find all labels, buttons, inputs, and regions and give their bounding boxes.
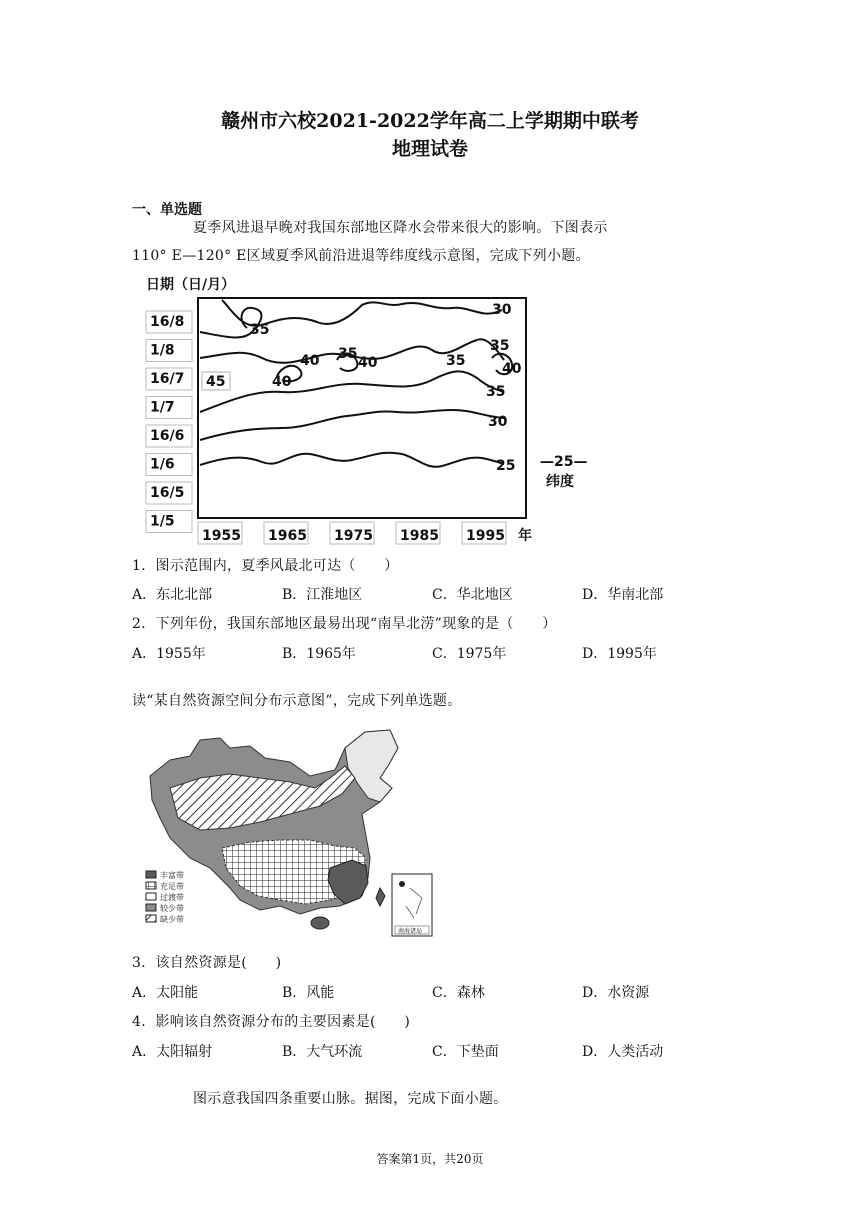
intro-text-1: 夏季风进退早晚对我国东部地区降水会带来很大的影响。下图表示 xyxy=(193,220,608,236)
exam-subtitle: 地理试卷 xyxy=(391,138,468,160)
question-2-stem: 2．下列年份，我国东部地区最易出现“南旱北涝”现象的是（ ） xyxy=(132,616,557,632)
x-tick-label: 1995 xyxy=(466,528,505,544)
contour-label-40: 40 xyxy=(358,355,378,371)
contour-label-40: 40 xyxy=(272,374,292,390)
q4-option-b[interactable]: B．大气环流 xyxy=(282,1044,363,1060)
contour-label-35: 35 xyxy=(486,384,506,400)
map-hainan xyxy=(311,917,329,929)
question-3-stem: 3．该自然资源是( ) xyxy=(132,955,282,971)
q2-option-a[interactable]: A．1955年 xyxy=(132,646,206,662)
q1-option-d[interactable]: D．华南北部 xyxy=(582,587,664,603)
contour-label-40: 40 xyxy=(300,353,320,369)
y-tick-label: 1/8 xyxy=(150,342,175,359)
question-4-stem: 4．影响该自然资源分布的主要因素是( ) xyxy=(132,1014,411,1030)
y-tick-label: 1/5 xyxy=(150,513,175,530)
map-legend-sufficient: 充足带 xyxy=(160,882,184,891)
exam-title: 赣州市六校2021-2022学年高二上学期期中联考 xyxy=(221,110,639,132)
contour-label-40: 40 xyxy=(502,361,522,377)
map-intro: 读“某自然资源空间分布示意图”，完成下列单选题。 xyxy=(132,693,462,709)
contour-label-35: 35 xyxy=(446,353,466,369)
q3-option-a[interactable]: A．太阳能 xyxy=(132,985,199,1001)
q1-option-c[interactable]: C．华北地区 xyxy=(432,587,513,603)
contour-label-35: 35 xyxy=(338,346,358,362)
q4-option-a[interactable]: A．太阳辐射 xyxy=(132,1044,213,1060)
q3-option-b[interactable]: B．风能 xyxy=(282,985,335,1001)
legend-sample: —25— xyxy=(540,454,588,470)
q4-option-c[interactable]: C．下垫面 xyxy=(432,1044,499,1060)
contour-label-25: 25 xyxy=(496,458,516,474)
q3-option-c[interactable]: C．森林 xyxy=(432,985,485,1001)
y-tick-label: 1/7 xyxy=(150,399,175,416)
x-tick-label: 1955 xyxy=(202,528,241,544)
chart-ylabel: 日期（日/月） xyxy=(146,277,236,293)
q2-option-b[interactable]: B．1965年 xyxy=(282,646,356,662)
monsoon-latitude-chart xyxy=(132,270,602,546)
x-tick-label: 1985 xyxy=(400,528,439,544)
contour-label-35: 35 xyxy=(250,322,270,338)
y-tick-label: 16/7 xyxy=(150,371,185,387)
question-1-stem: 1．图示范围内，夏季风最北可达（ ） xyxy=(132,558,399,574)
contour-label-30: 30 xyxy=(492,302,512,318)
section-heading: 一、单选题 xyxy=(132,202,202,218)
q1-option-b[interactable]: B．江淮地区 xyxy=(282,587,363,603)
y-tick-label: 16/5 xyxy=(150,485,185,501)
q2-option-d[interactable]: D．1995年 xyxy=(582,646,657,662)
contour-label-45: 45 xyxy=(206,374,226,390)
legend-label: 纬度 xyxy=(546,474,574,490)
map-legend-transition: 过渡带 xyxy=(160,893,184,902)
map-legend-rich: 丰富带 xyxy=(160,871,184,880)
page-footer: 答案第1页，共20页 xyxy=(376,1152,484,1166)
y-tick-label: 1/6 xyxy=(150,456,175,473)
map-inset-label: 南海诸岛 xyxy=(398,928,423,935)
map-legend-less: 较少带 xyxy=(160,904,184,913)
contour-label-35: 35 xyxy=(490,338,510,354)
q3-option-d[interactable]: D．水资源 xyxy=(582,985,650,1001)
q4-option-d[interactable]: D．人类活动 xyxy=(582,1044,664,1060)
mountains-intro: 图示意我国四条重要山脉。据图，完成下面小题。 xyxy=(193,1091,508,1107)
map-legend-shortage: 缺少带 xyxy=(160,915,184,924)
intro-text-2: 110° E—120° E区域夏季风前沿进退等纬度线示意图，完成下列小题。 xyxy=(132,248,590,264)
y-tick-label: 16/6 xyxy=(150,428,185,444)
x-tick-label: 1975 xyxy=(334,528,373,544)
y-tick-label: 16/8 xyxy=(150,314,185,330)
plot-frame xyxy=(198,298,526,518)
resource-distribution-map xyxy=(130,718,436,944)
q2-option-c[interactable]: C．1975年 xyxy=(432,646,507,662)
chart-xlabel: 年 xyxy=(518,528,532,544)
contour-label-30: 30 xyxy=(488,414,508,430)
q1-option-a[interactable]: A．东北北部 xyxy=(132,587,213,603)
x-tick-label: 1965 xyxy=(268,528,307,544)
